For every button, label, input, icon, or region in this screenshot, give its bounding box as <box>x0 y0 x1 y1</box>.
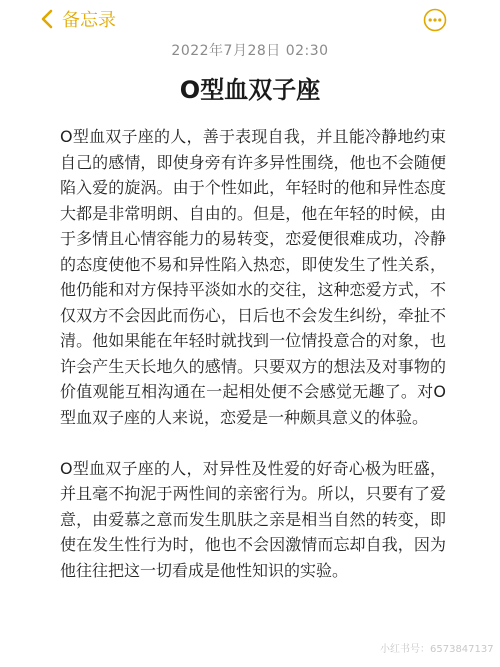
navigation-bar <box>0 0 500 40</box>
note-paragraph: O型血双子座的人，对异性及性爱的好奇心极为旺盛，并且毫不拘泥于两性间的亲密行为。所以，只要有了爱意，由爱慕之意而发生肌肤之亲是相当自然的转变，即使在发生性行为时，他也不会因激情而忘却自我，因为他往往把这一切看成是他性知识的实验。 <box>60 458 446 580</box>
more-options-button[interactable] <box>423 8 447 32</box>
note-body[interactable] <box>60 124 446 609</box>
chevron-left-icon <box>40 9 54 29</box>
more-ellipsis-icon <box>423 8 447 32</box>
note-timestamp: 2022年7月28日 02:30 <box>171 43 329 59</box>
note-paragraph: O型血双子座的人，善于表现自我，并且能冷静地约束自己的感情，即使身旁有许多异性围绕，他也不会随便陷入爱的旋涡。由于个性如此，年轻时的他和异性态度大都是非常明朗、自由的。但是，他在年轻的时候，由于多情且心情容能力的易转变，恋爱便很难成功，冷静的态度使他不易和异性陷入热恋，即使发生了性关系，他仍能和对方保持平淡如水的交往，这种恋爱方式，不仅双方不会因此而伤心，日后也不会发生纠纷，牵扯不清。他如果能在年轻时就找到一位情投意合的对象，也许会产生天长地久的感情。只要双方的想法及对事物的价值观能互相沟通在一起相处便不会感觉无趣了。对O型血双子座的人来说，恋爱是一种颇具意义的体验。 <box>60 127 446 427</box>
note-title: O型血双子座 <box>179 76 321 104</box>
back-button[interactable] <box>40 6 116 32</box>
back-label: 备忘录 <box>62 10 116 31</box>
watermark-text: 小红书号：6573847137 <box>380 644 494 655</box>
